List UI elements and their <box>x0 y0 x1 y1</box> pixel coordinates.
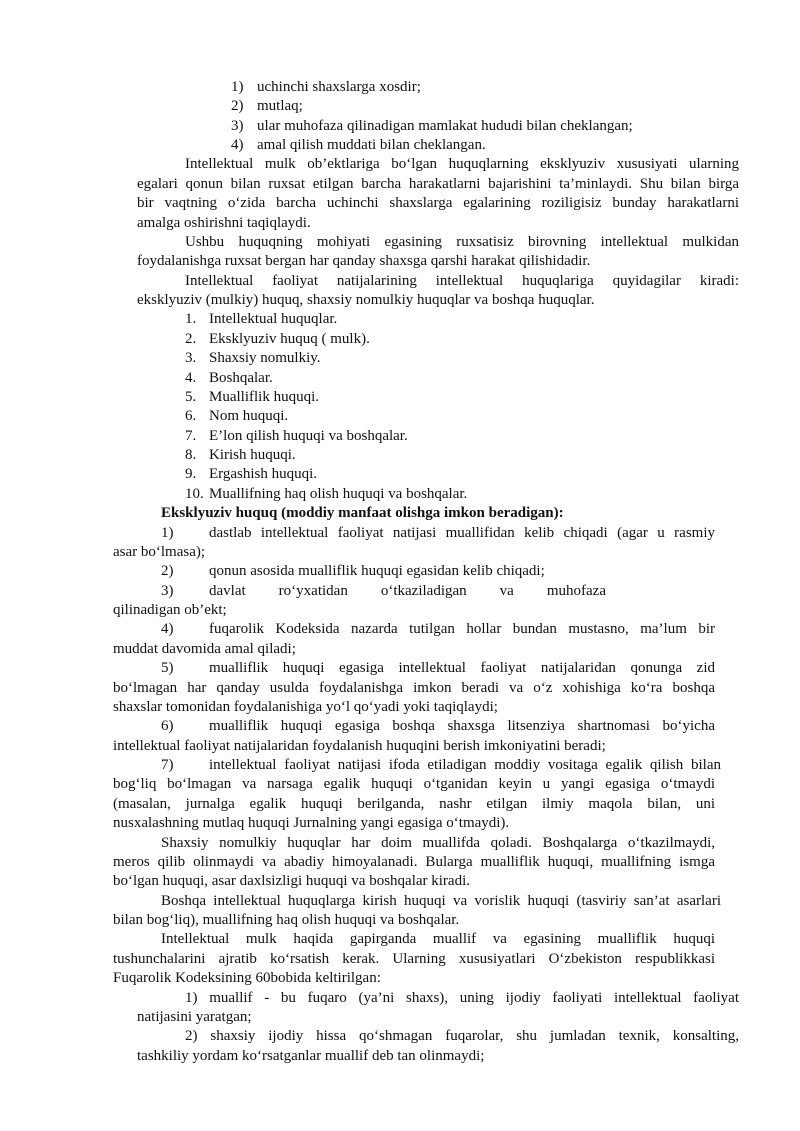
list-item-line: tashkiliy yordam ko‘rsatganlar muallif deb tan olinmaydi; <box>137 1048 485 1064</box>
list-item-number: 6) <box>161 718 174 734</box>
list-item: ular muhofaza qilinadigan mamlakat hududi bilan cheklangan; <box>257 118 633 134</box>
list-item-number: 2. <box>185 331 197 347</box>
list-item-number: 10. <box>185 486 204 502</box>
list-item-number: 3) <box>161 583 174 599</box>
list-item-number: 4) <box>231 137 244 153</box>
paragraph-line: Shaxsiy nomulkiy huquqlar har doim muallifda qoladi. Boshqalarga o‘tkazilmaydi, <box>161 835 715 851</box>
list-item-line: fuqarolik Kodeksida nazarda tutilgan hollar bundan mustasno, ma’lum bir <box>209 621 715 637</box>
list-item: Eksklyuziv huquq ( mulk). <box>209 331 370 347</box>
paragraph-line: Fuqarolik Kodeksining 60bobida keltirilgan: <box>113 970 381 986</box>
list-item-line: intellektual faoliyat natijasi ifoda etiladigan moddiy vositaga egalik qilish bilan <box>209 757 721 773</box>
list-item-number: 6. <box>185 408 197 424</box>
list-item-number: 3. <box>185 350 197 366</box>
list-item-line: 1) muallif - bu fuqaro (ya’ni shaxs), uning ijodiy faoliyati intellektual faoliyat <box>185 990 739 1006</box>
list-item-line: intellektual faoliyat natijalaridan foydalanish huquqini berish imkoniyatini beradi; <box>113 738 606 754</box>
list-item-line: qonun asosida mualliflik huquqi egasidan kelib chiqadi; <box>209 563 545 579</box>
list-item: Intellektual huquqlar. <box>209 311 338 327</box>
list-item-line: (masalan, jurnalga egalik huquqi berilganda, nashr etilgan ilmiy maqola bilan, uni <box>113 796 715 812</box>
list-item-number: 3) <box>231 118 244 134</box>
list-item: E’lon qilish huquqi va boshqalar. <box>209 428 408 444</box>
list-item-line: qilinadigan ob’ekt; <box>113 602 227 618</box>
paragraph-line: Intellektual mulk haqida gapirganda muallif va egasining mualliflik huquqi <box>161 931 715 947</box>
section-heading: Eksklyuziv huquq (moddiy manfaat olishga imkon beradigan): <box>161 505 564 521</box>
list-item-line: dastlab intellektual faoliyat natijasi muallifidan kelib chiqadi (agar u rasmiy <box>209 525 715 541</box>
paragraph-line: amalga oshirishni taqiqlaydi. <box>137 215 311 231</box>
list-item-number: 2) <box>161 563 174 579</box>
list-item-line: muddat davomida amal qiladi; <box>113 641 296 657</box>
list-item: Mualliflik huquqi. <box>209 389 319 405</box>
paragraph-line: Ushbu huquqning mohiyati egasining ruxsatisiz birovning intellektual mulkidan <box>185 234 739 250</box>
list-item-number: 7) <box>161 757 174 773</box>
list-item: Kirish huquqi. <box>209 447 296 463</box>
list-item-number: 5) <box>161 660 174 676</box>
list-item-line: natijasini yaratgan; <box>137 1009 252 1025</box>
paragraph-line: tushunchalarini ajratib ko‘rsatish kerak. Ularning xususiyatlari O‘zbekiston respublikkasi <box>113 951 715 967</box>
paragraph-line: egalari qonun bilan ruxsat etilgan barcha harakatlarni bajarishini ta’minlaydi. Shu bilan birga <box>137 176 739 192</box>
list-item-number: 2) <box>231 98 244 114</box>
list-item: Shaxsiy nomulkiy. <box>209 350 321 366</box>
paragraph-line: foydalanishga ruxsat bergan har qanday shaxsga qarshi harakat qilishidadir. <box>137 253 591 269</box>
list-item-number: 7. <box>185 428 197 444</box>
paragraph-line: bir vaqtning o‘zida barcha uchinchi shaxslarga egalarining roziligisiz bunday harakatlarni <box>137 195 739 211</box>
list-item-line: mualliflik huquqi egasiga boshqa shaxsga litsenziya shartnomasi bo‘yicha <box>209 718 715 734</box>
paragraph-line: eksklyuziv (mulkiy) huquq, shaxsiy nomulkiy huquqlar va boshqa huquqlar. <box>137 292 595 308</box>
paragraph-line: Boshqa intellektual huquqlarga kirish huquqi va vorislik huquqi (tasviriy san’at asarlari <box>161 893 721 909</box>
list-item-number: 1) <box>231 79 244 95</box>
paragraph-line: meros qilib olinmaydi va abadiy himoyalanadi. Bularga mualliflik huquqi, muallifning ismga <box>113 854 715 870</box>
list-item: amal qilish muddati bilan cheklangan. <box>257 137 486 153</box>
list-item-number: 4) <box>161 621 174 637</box>
list-item: uchinchi shaxslarga xosdir; <box>257 79 421 95</box>
list-item: Boshqalar. <box>209 370 273 386</box>
list-item-number: 9. <box>185 466 197 482</box>
list-item-line: 2) shaxsiy ijodiy hissa qo‘shmagan fuqarolar, shu jumladan texnik, konsalting, <box>185 1028 739 1044</box>
list-item-number: 4. <box>185 370 197 386</box>
list-item-number: 1. <box>185 311 197 327</box>
list-item-line: asar bo‘lmasa); <box>113 544 206 560</box>
list-item-line: bog‘liq bo‘lmagan va narsaga egalik huquqi o‘tganidan keyin u yangi egasiga o‘tmaydi <box>113 776 715 792</box>
list-item: Nom huquqi. <box>209 408 289 424</box>
paragraph-line: bo‘lgan huquqi, asar daxlsizligi huquqi va boshqalar kiradi. <box>113 873 471 889</box>
list-item-line: nusxalashning mutlaq huquqi Jurnalning yangi egasiga o‘tmaydi). <box>113 815 510 831</box>
list-item-line: davlat ro‘yxatidan o‘tkaziladigan va muhofaza <box>209 583 606 599</box>
list-item-number: 1) <box>161 525 174 541</box>
list-item-line: bo‘lmagan har qanday usulda foydalanishga imkon beradi va o‘z xohishiga ko‘ra boshqa <box>113 680 715 696</box>
list-item-line: mualliflik huquqi egasiga intellektual faoliyat natijalaridan qonunga zid <box>209 660 715 676</box>
list-item-number: 5. <box>185 389 197 405</box>
list-item-number: 8. <box>185 447 197 463</box>
list-item: Muallifning haq olish huquqi va boshqalar. <box>209 486 468 502</box>
list-item: mutlaq; <box>257 98 303 114</box>
list-item-line: shaxslar tomonidan foydalanishiga yo‘l qo‘yadi yoki taqiqlaydi; <box>113 699 498 715</box>
paragraph-line: bilan bog‘liq), muallifning haq olish huquqi va boshqalar. <box>113 912 460 928</box>
list-item: Ergashish huquqi. <box>209 466 318 482</box>
paragraph-line: Intellektual mulk ob’ektlariga bo‘lgan huquqlarning eksklyuziv xususiyati ularning <box>185 156 739 172</box>
paragraph-line: Intellektual faoliyat natijalarining intellektual huquqlariga quyidagilar kiradi: <box>185 273 739 289</box>
